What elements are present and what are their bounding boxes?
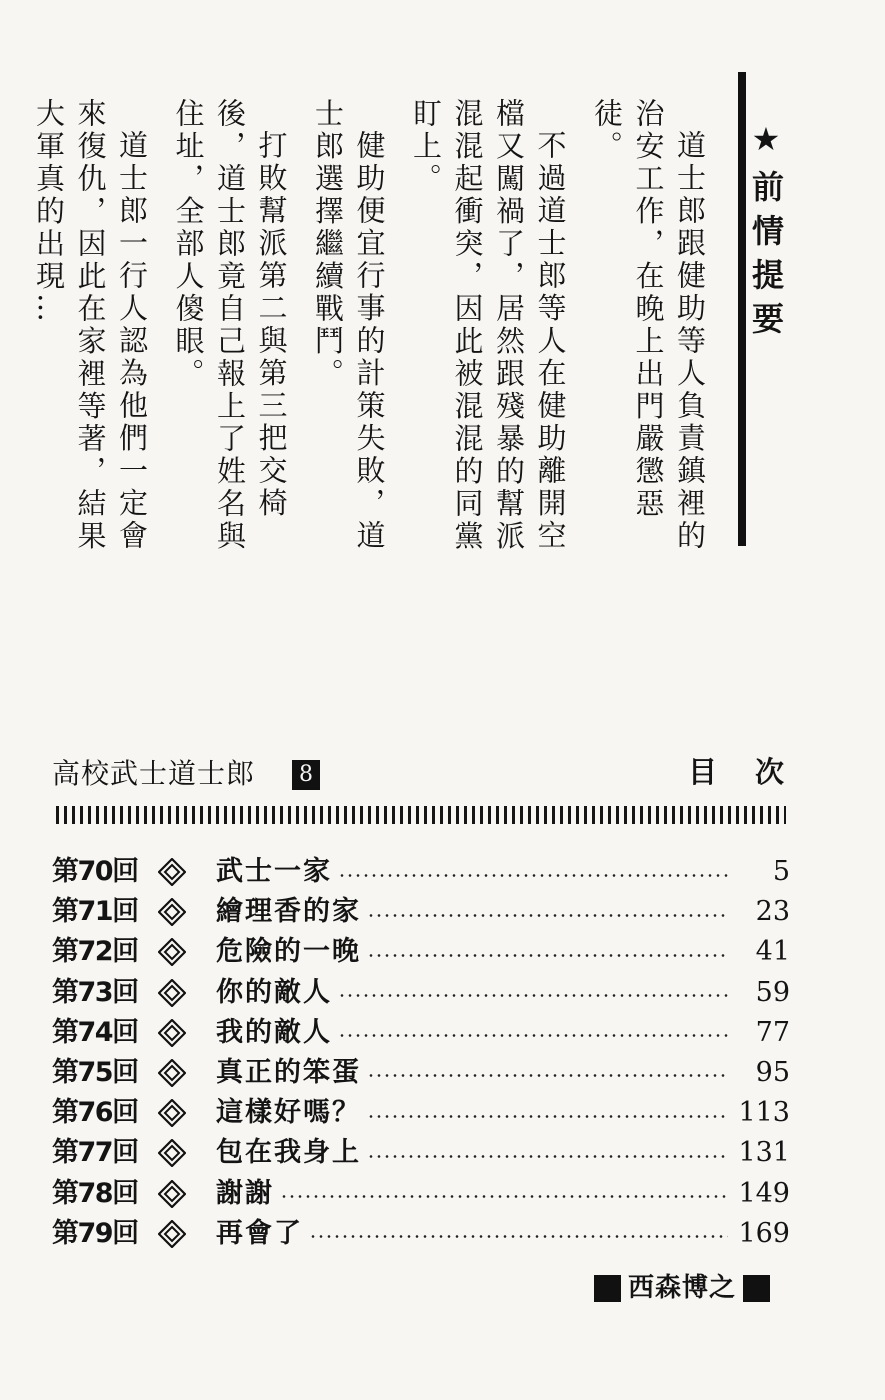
toc-row[interactable]	[52, 1214, 790, 1254]
toc-row[interactable]	[52, 1133, 790, 1173]
toc-row[interactable]	[52, 932, 790, 972]
synopsis-paragraph: 道士郎一行人認為他們一定會來復仇，因此在家裡等著，結果大軍真的出現…	[32, 98, 149, 553]
chapter-number: 第70回	[52, 856, 138, 887]
chapter-page-number: 131	[738, 1137, 790, 1169]
toc-row[interactable]	[52, 973, 790, 1013]
chapter-number: 第79回	[52, 1217, 138, 1249]
diamond-bullet-icon	[158, 1139, 186, 1167]
chapter-page-number: 23	[755, 896, 790, 928]
dot-leader	[338, 994, 728, 997]
chapter-number: 第77回	[52, 1137, 138, 1169]
diamond-bullet-icon	[158, 1019, 186, 1047]
dot-leader	[367, 1155, 728, 1158]
chapter-title: 你的敵人	[216, 976, 332, 1008]
toc-row[interactable]	[52, 1093, 790, 1133]
dot-leader	[367, 914, 728, 917]
synopsis-heading-rule	[738, 72, 746, 546]
toc-row[interactable]	[52, 852, 790, 892]
dot-leader	[367, 1074, 728, 1077]
chapter-number: 第78回	[52, 1177, 138, 1209]
chapter-title: 危險的一晚	[216, 936, 361, 968]
chapter-number: 第76回	[52, 1097, 138, 1129]
black-square-icon	[594, 1275, 621, 1302]
chapter-title: 繪理香的家	[216, 896, 361, 928]
chapter-page-number: 95	[755, 1056, 790, 1088]
chapter-title: 包在我身上	[216, 1137, 361, 1169]
author-name: 西森博之	[628, 1273, 737, 1303]
chapter-title: 這樣好嗎？	[216, 1097, 361, 1129]
chapter-page-number: 149	[738, 1177, 790, 1209]
diamond-bullet-icon	[158, 858, 186, 886]
dot-leader	[309, 1235, 728, 1238]
chapter-number: 第75回	[52, 1056, 138, 1088]
chapter-title: 真正的笨蛋	[216, 1056, 361, 1088]
synopsis-heading: ★前情提要	[747, 120, 785, 346]
synopsis-body	[32, 98, 710, 568]
diamond-bullet-icon	[158, 1099, 186, 1127]
volume-badge: 8	[292, 760, 320, 790]
chapter-number: 第72回	[52, 936, 138, 968]
series-title: 高校武士道士郎	[52, 757, 256, 790]
dot-leader	[338, 874, 728, 877]
toc-row[interactable]	[52, 892, 790, 932]
chapter-number: 第71回	[52, 896, 138, 928]
chapter-number: 第74回	[52, 1016, 138, 1048]
chapter-title: 武士一家	[216, 856, 332, 887]
synopsis-paragraph: 健助便宜行事的計策失敗，道士郎選擇繼續戰鬥。	[311, 98, 387, 553]
chapter-title: 再會了	[216, 1217, 303, 1249]
toc-row[interactable]	[52, 1053, 790, 1093]
dot-leader	[338, 1034, 728, 1037]
diamond-bullet-icon	[158, 979, 186, 1007]
black-square-icon	[743, 1275, 770, 1302]
dot-leader	[367, 1115, 728, 1118]
diamond-bullet-icon	[158, 1059, 186, 1087]
chapter-page-number: 113	[738, 1097, 790, 1129]
chapter-page-number: 59	[755, 976, 790, 1008]
toc-heading: 目次	[688, 755, 823, 789]
chapter-page-number: 5	[772, 856, 790, 887]
chapter-number: 第73回	[52, 976, 138, 1008]
decorative-barcode-rule	[56, 806, 786, 824]
diamond-bullet-icon	[158, 938, 186, 966]
chapter-title: 謝謝	[216, 1177, 274, 1209]
toc-row[interactable]	[52, 1174, 790, 1214]
chapter-title: 我的敵人	[216, 1016, 332, 1048]
diamond-bullet-icon	[158, 898, 186, 926]
diamond-bullet-icon	[158, 1220, 186, 1248]
synopsis-paragraph: 打敗幫派第二與第三把交椅後，道士郎竟自己報上了姓名與住址，全部人傻眼。	[171, 98, 289, 553]
chapter-page-number: 77	[755, 1016, 790, 1048]
author-credit	[594, 1270, 770, 1306]
toc-row[interactable]	[52, 1013, 790, 1053]
synopsis-paragraph: 不過道士郎等人在健助離開空檔又闖禍了，居然跟殘暴的幫派混混起衝突，因此被混混的同黨盯上。	[409, 98, 568, 553]
diamond-bullet-icon	[158, 1180, 186, 1208]
toc-list	[52, 852, 790, 1254]
dot-leader	[280, 1195, 728, 1198]
dot-leader	[367, 954, 728, 957]
chapter-page-number: 169	[738, 1217, 790, 1249]
chapter-page-number: 41	[755, 936, 790, 968]
synopsis-paragraph: 道士郎跟健助等人負責鎮裡的治安工作，在晚上出門嚴懲惡徒。	[590, 98, 707, 553]
